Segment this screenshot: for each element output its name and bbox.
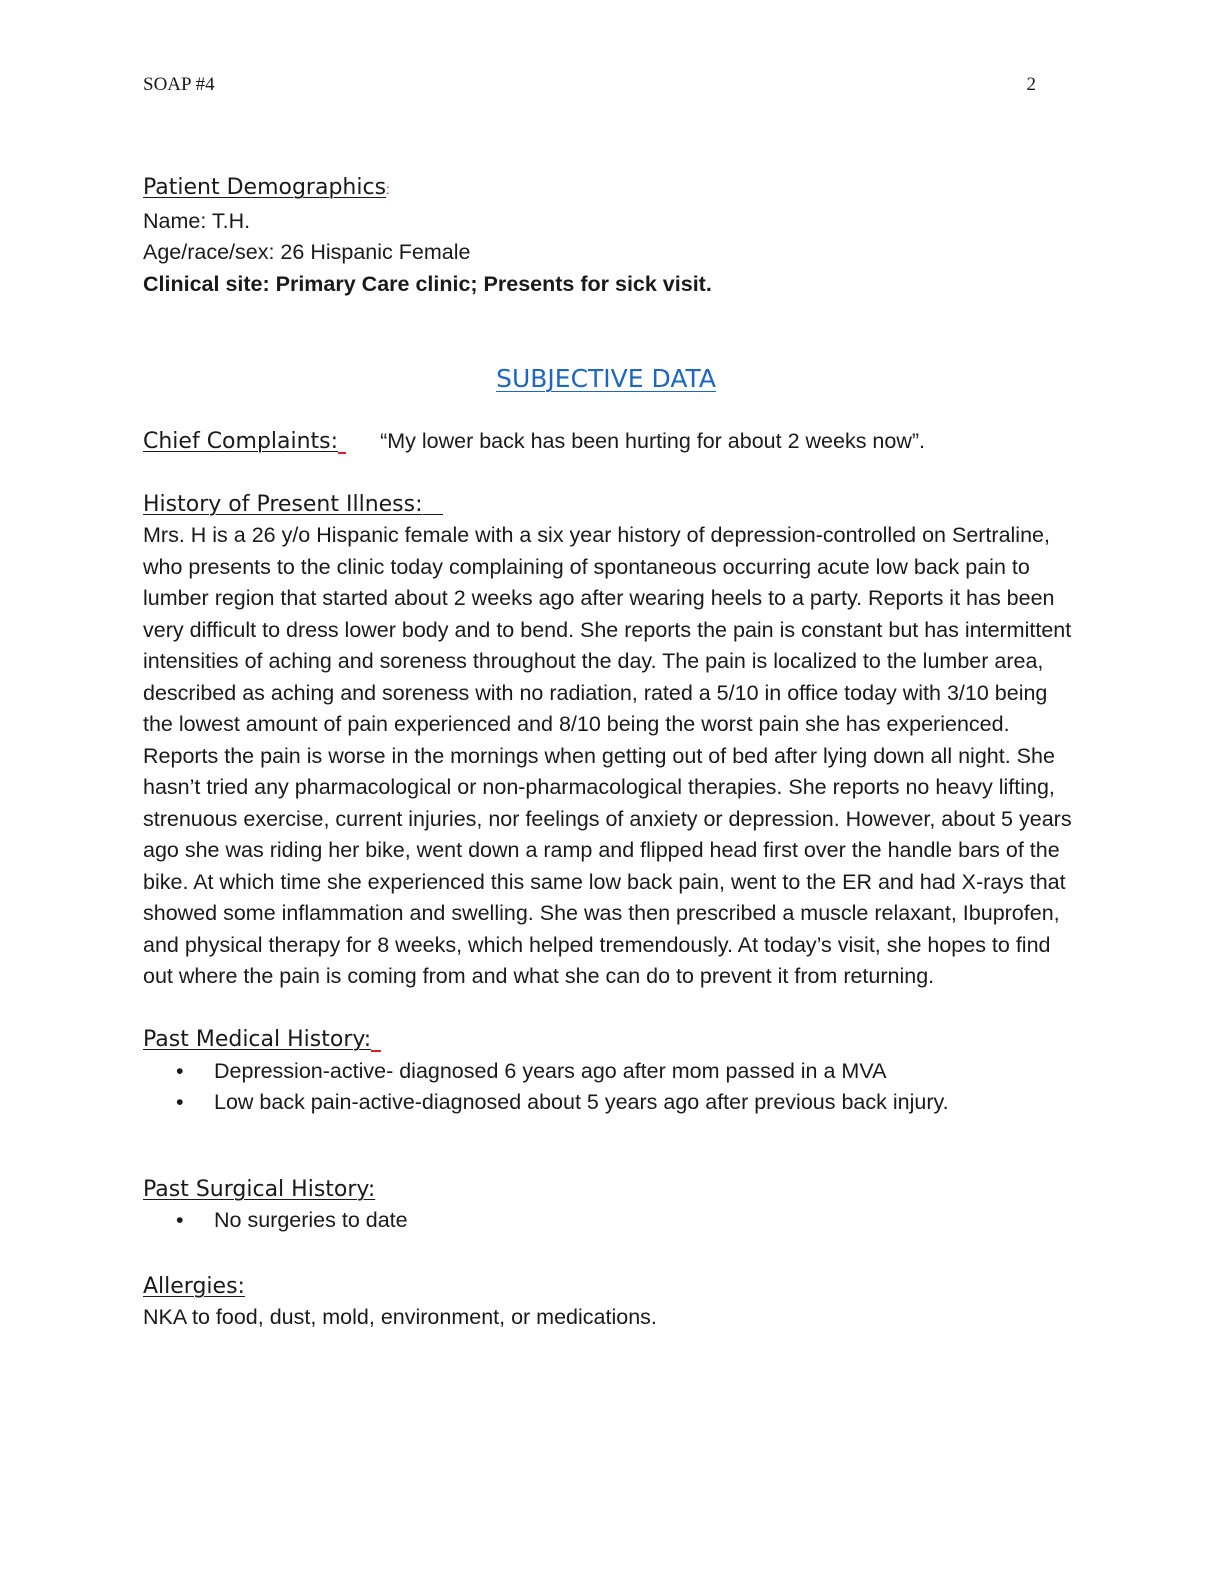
psh-list	[143, 1205, 1083, 1237]
clinical-site: Clinical site: Primary Care clinic; Presents for sick visit.	[143, 271, 712, 296]
demographics-section	[143, 172, 1083, 300]
chief-complaint-heading: Chief Complaints:	[143, 428, 339, 454]
spellcheck-mark	[338, 452, 346, 454]
allergies-heading: Allergies:	[143, 1273, 245, 1299]
section-title-subjective: SUBJECTIVE DATA	[496, 364, 716, 393]
pmh-heading: Past Medical History:	[143, 1027, 372, 1052]
list-item: • Depression-active- diagnosed 6 years ago after mom passed in a MVA	[143, 1056, 1083, 1088]
page-number: 2	[1026, 74, 1036, 95]
list-item: • Low back pain-active-diagnosed about 5 years ago after previous back injury.	[143, 1087, 1083, 1119]
patient-name: Name: T.H.	[143, 208, 251, 233]
spellcheck-mark: :	[386, 181, 390, 197]
bullet-icon: •	[176, 1208, 184, 1232]
chief-complaint	[143, 426, 1083, 458]
bullet-icon: •	[176, 1090, 184, 1114]
allergies-text: NKA to food, dust, mold, environment, or medications.	[143, 1305, 657, 1329]
hpi-heading: History of Present Illness:	[143, 491, 423, 517]
patient-age-race-sex: Age/race/sex: 26 Hispanic Female	[143, 240, 471, 264]
heading-underline-tail	[423, 514, 443, 515]
document-body	[143, 172, 1083, 1334]
spellcheck-mark	[371, 1050, 381, 1052]
pmh-list	[143, 1056, 1083, 1119]
running-head: SOAP #4	[143, 74, 215, 95]
list-item: • No surgeries to date	[143, 1205, 1083, 1237]
chief-complaint-quote: “My lower back has been hurting for about 2 weeks now”.	[380, 428, 926, 453]
demographics-heading: Patient Demographics	[143, 175, 387, 200]
psh-heading: Past Surgical History:	[143, 1176, 376, 1202]
hpi-paragraph: Mrs. H is a 26 y/o Hispanic female with a six year history of depression-controlled on Sertraline, who presents to the clinic today complaining of spontaneous occurring acute low back pain to lumber region that started about 2 weeks ago after wearing heels to a party. Reports it has been very difficult to dress lower body and to bend. She reports the pain is constant but has intermittent intensities of aching and soreness throughout the day. The pain is localized to the lumber area, described as aching and soreness with no radiation, rated a 5/10 in office today with 3/10 being the lowest amount of pain experienced and 8/10 being the worst pain she has experienced. Reports the pain is worse in the mornings when getting out of bed after lying down all night. She hasn’t tried any pharmacological or non-pharmacological therapies. She reports no heavy lifting, strenuous exercise, current injuries, nor feelings of anxiety or depression. However, about 5 years ago she was riding her bike, went down a ramp and flipped head first over the handle bars of the bike. At which time she experienced this same low back pain, went to the ER and had X-rays that showed some inflammation and swelling. She was then prescribed a muscle relaxant, Ibuprofen, and physical therapy for 8 weeks, which helped tremendously. At today’s visit, she hopes to find out where the pain is coming from and what she can do to prevent it from returning.	[143, 523, 1072, 988]
bullet-icon: •	[176, 1058, 184, 1083]
